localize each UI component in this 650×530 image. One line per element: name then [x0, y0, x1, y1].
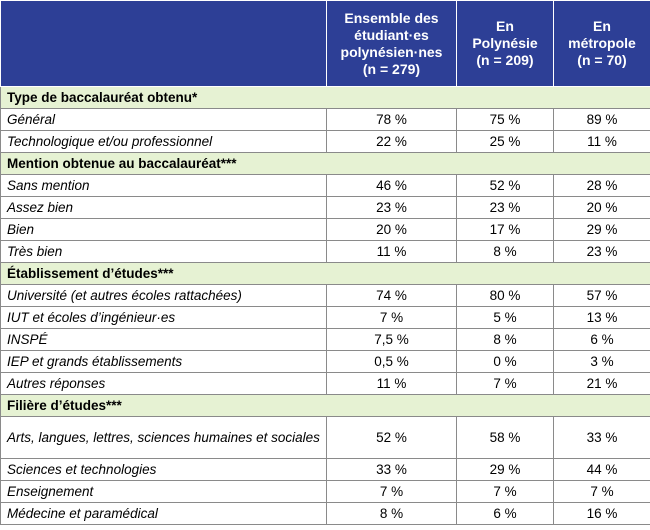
table-row — [1, 241, 650, 263]
row-label: Assez bien — [1, 197, 327, 219]
value-ensemble: 33 % — [327, 459, 457, 481]
header-empty-cell — [1, 1, 327, 87]
value-metropole: 33 % — [554, 417, 650, 459]
section-title: Type de baccalauréat obtenu* — [1, 87, 650, 109]
row-label: Université (et autres écoles rattachées) — [1, 285, 327, 307]
header-col-ensemble-line: étudiant·es — [354, 26, 429, 43]
header-col-ensemble — [327, 1, 457, 87]
header-row — [1, 1, 650, 87]
table-row — [1, 329, 650, 351]
value-ensemble: 7 % — [327, 481, 457, 503]
table-row — [1, 109, 650, 131]
value-polynesie: 0 % — [457, 351, 554, 373]
section-header-row — [1, 87, 650, 109]
value-metropole: 89 % — [554, 109, 650, 131]
table-row — [1, 285, 650, 307]
value-ensemble: 8 % — [327, 503, 457, 525]
value-ensemble: 74 % — [327, 285, 457, 307]
value-metropole: 13 % — [554, 307, 650, 329]
row-label: Bien — [1, 219, 327, 241]
value-ensemble: 22 % — [327, 131, 457, 153]
value-metropole: 44 % — [554, 459, 650, 481]
value-ensemble: 7,5 % — [327, 329, 457, 351]
value-polynesie: 25 % — [457, 131, 554, 153]
section-header-row — [1, 153, 650, 175]
value-ensemble: 52 % — [327, 417, 457, 459]
row-label: Sciences et technologies — [1, 459, 327, 481]
value-polynesie: 6 % — [457, 503, 554, 525]
value-ensemble: 7 % — [327, 307, 457, 329]
header-col-ensemble-line: polynésien·nes — [340, 43, 443, 60]
header-col-polynesie-line: Polynésie — [472, 35, 538, 51]
table-row — [1, 417, 650, 459]
value-metropole: 28 % — [554, 175, 650, 197]
table-row — [1, 131, 650, 153]
value-ensemble: 11 % — [327, 241, 457, 263]
header-col-metropole-line: (n = 70) — [577, 52, 627, 68]
header-col-polynesie — [457, 1, 554, 87]
table-row — [1, 373, 650, 395]
value-polynesie: 52 % — [457, 175, 554, 197]
row-label: Enseignement — [1, 481, 327, 503]
table-row — [1, 307, 650, 329]
table-row — [1, 459, 650, 481]
table-row — [1, 175, 650, 197]
section-title: Mention obtenue au baccalauréat*** — [1, 153, 650, 175]
row-label: Sans mention — [1, 175, 327, 197]
header-col-polynesie-line: (n = 209) — [476, 52, 534, 68]
row-label: INSPÉ — [1, 329, 327, 351]
table-row — [1, 197, 650, 219]
value-polynesie: 23 % — [457, 197, 554, 219]
header-col-ensemble-line: Ensemble des — [344, 9, 439, 26]
table-row — [1, 219, 650, 241]
section-header-row — [1, 263, 650, 285]
value-metropole: 20 % — [554, 197, 650, 219]
row-label: IUT et écoles d’ingénieur·es — [1, 307, 327, 329]
value-metropole: 7 % — [554, 481, 650, 503]
header-col-metropole — [554, 1, 650, 87]
row-label: Autres réponses — [1, 373, 327, 395]
value-polynesie: 7 % — [457, 373, 554, 395]
value-polynesie: 5 % — [457, 307, 554, 329]
section-title: Filière d’études*** — [1, 395, 650, 417]
section-header-row — [1, 395, 650, 417]
row-label: Général — [1, 109, 327, 131]
value-metropole: 21 % — [554, 373, 650, 395]
table-row — [1, 503, 650, 525]
row-label: Arts, langues, lettres, sciences humaines et sociales — [1, 417, 327, 459]
header-col-polynesie-line: En — [496, 18, 514, 34]
value-metropole: 23 % — [554, 241, 650, 263]
value-ensemble: 78 % — [327, 109, 457, 131]
header-col-metropole-line: En — [593, 18, 611, 34]
value-ensemble: 23 % — [327, 197, 457, 219]
value-polynesie: 7 % — [457, 481, 554, 503]
value-ensemble: 0,5 % — [327, 351, 457, 373]
row-label: Technologique et/ou professionnel — [1, 131, 327, 153]
value-polynesie: 58 % — [457, 417, 554, 459]
value-ensemble: 11 % — [327, 373, 457, 395]
value-metropole: 6 % — [554, 329, 650, 351]
value-polynesie: 8 % — [457, 241, 554, 263]
header-col-metropole-line: métropole — [568, 35, 636, 51]
value-metropole: 3 % — [554, 351, 650, 373]
value-ensemble: 46 % — [327, 175, 457, 197]
value-polynesie: 29 % — [457, 459, 554, 481]
table-row — [1, 481, 650, 503]
value-polynesie: 17 % — [457, 219, 554, 241]
header-col-ensemble-line: (n = 279) — [362, 60, 421, 77]
value-metropole: 57 % — [554, 285, 650, 307]
table-row — [1, 351, 650, 373]
value-metropole: 11 % — [554, 131, 650, 153]
row-label: Médecine et paramédical — [1, 503, 327, 525]
value-metropole: 16 % — [554, 503, 650, 525]
value-ensemble: 20 % — [327, 219, 457, 241]
value-metropole: 29 % — [554, 219, 650, 241]
section-title: Établissement d’études*** — [1, 263, 650, 285]
row-label: IEP et grands établissements — [1, 351, 327, 373]
value-polynesie: 8 % — [457, 329, 554, 351]
value-polynesie: 80 % — [457, 285, 554, 307]
value-polynesie: 75 % — [457, 109, 554, 131]
row-label: Très bien — [1, 241, 327, 263]
